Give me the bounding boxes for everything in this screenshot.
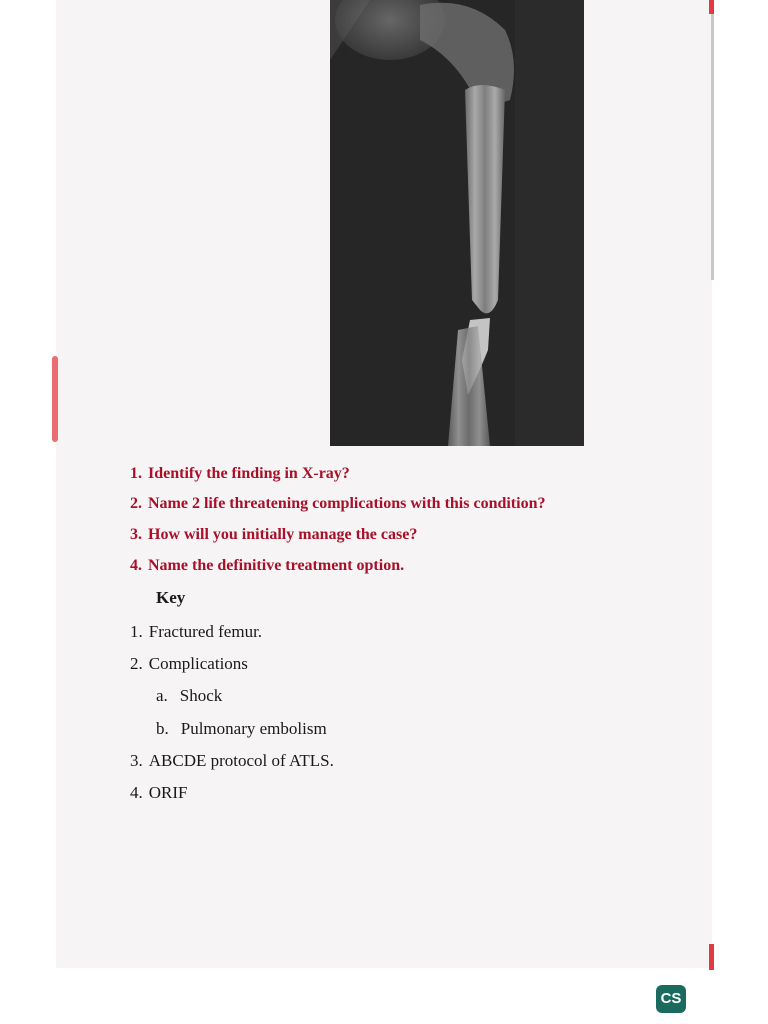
key-text: Fractured femur. xyxy=(148,622,263,641)
key-item xyxy=(130,783,187,803)
key-text: Pulmonary embolism xyxy=(180,719,327,738)
key-item xyxy=(130,654,248,674)
key-text: Shock xyxy=(179,686,223,705)
key-letter: b. xyxy=(156,719,169,738)
red-edge-mark-top xyxy=(709,0,714,14)
key-item xyxy=(130,622,262,642)
red-edge-mark-left xyxy=(52,356,58,442)
key-number: 4. xyxy=(130,783,143,802)
page-edge-shadow xyxy=(711,0,714,280)
femur-xray-image xyxy=(330,0,584,446)
key-number: 2. xyxy=(130,654,143,673)
question-item xyxy=(130,557,404,575)
key-letter: a. xyxy=(156,686,168,705)
xray-drawing xyxy=(330,0,584,446)
question-number: 1. xyxy=(130,465,142,482)
question-number: 3. xyxy=(130,526,142,543)
question-item xyxy=(130,526,417,544)
question-text: Name 2 life threatening complications with this condition? xyxy=(148,495,546,512)
key-heading: Key xyxy=(156,588,186,607)
question-number: 2. xyxy=(130,495,142,512)
key-number: 3. xyxy=(130,751,143,770)
question-text: How will you initially manage the case? xyxy=(148,526,418,543)
question-text: Identify the finding in X-ray? xyxy=(148,465,350,482)
question-item xyxy=(130,495,545,513)
question-item xyxy=(130,465,350,483)
key-text: ORIF xyxy=(148,783,188,802)
question-text: Name the definitive treatment option. xyxy=(148,557,405,574)
key-number: 1. xyxy=(130,622,143,641)
key-item xyxy=(130,751,334,771)
key-text: ABCDE protocol of ATLS. xyxy=(148,751,334,770)
question-number: 4. xyxy=(130,557,142,574)
key-subitem xyxy=(156,719,327,739)
camscanner-logo: CS xyxy=(656,985,686,1013)
red-edge-mark-bottom xyxy=(709,944,714,970)
key-subitem xyxy=(156,686,222,706)
key-text: Complications xyxy=(148,654,248,673)
